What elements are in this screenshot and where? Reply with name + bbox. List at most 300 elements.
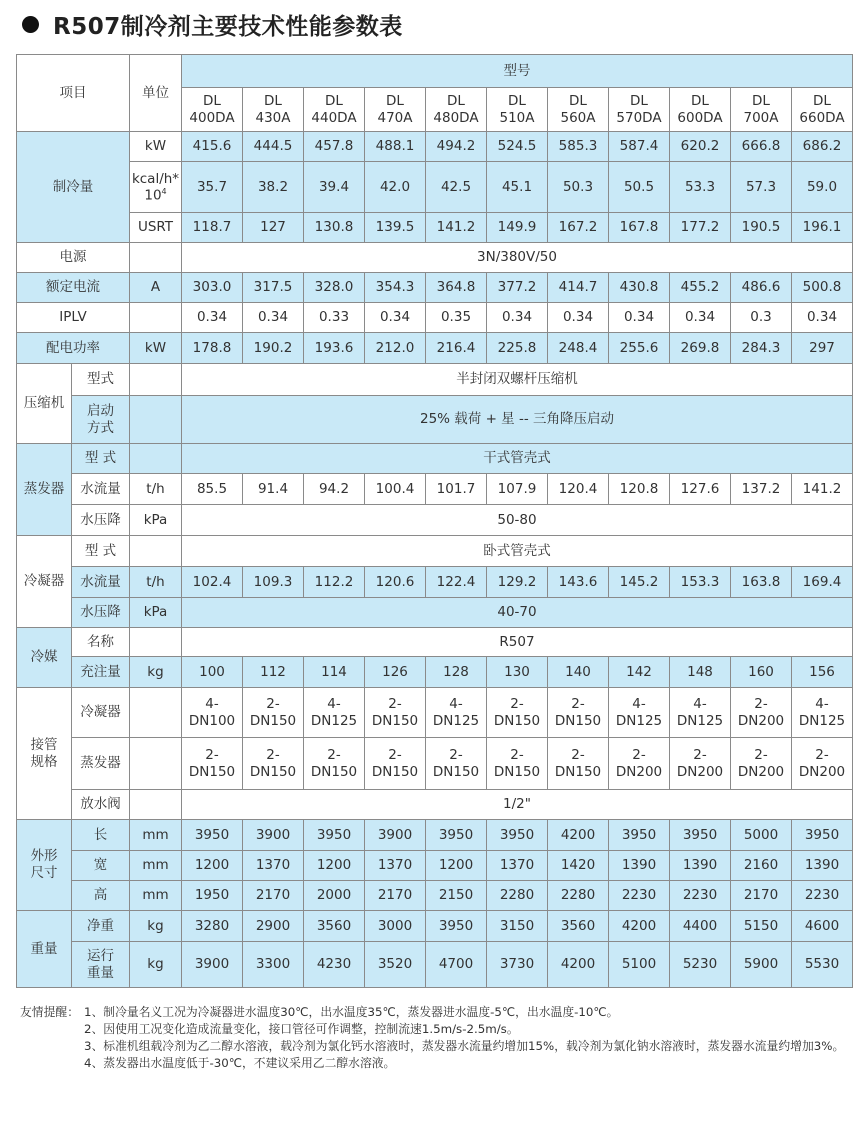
sub-label xyxy=(72,820,130,851)
cell-text: 177.2 xyxy=(680,219,720,236)
cell-text: 4600 xyxy=(804,917,840,934)
cell-text: DN125 xyxy=(676,712,724,729)
cell-text: 卧式管壳式 xyxy=(483,542,551,559)
value-cell xyxy=(609,474,670,505)
cell-text: 4200 xyxy=(560,956,596,973)
value-cell xyxy=(365,911,426,942)
cell-text: 4200 xyxy=(621,917,657,934)
pipe-spec xyxy=(609,688,670,738)
cell-text: 4230 xyxy=(316,956,352,973)
row-label xyxy=(17,303,130,333)
cell-text: 2170 xyxy=(377,887,413,904)
weight-net-row xyxy=(17,911,853,942)
value-cell xyxy=(304,942,365,988)
cell-text: 85.5 xyxy=(196,480,228,497)
row-label xyxy=(17,333,130,364)
cell-text: 101.7 xyxy=(436,480,476,497)
value-cell xyxy=(365,820,426,851)
cell-text: 457.8 xyxy=(314,138,354,155)
value-cell xyxy=(792,273,853,303)
value-cell xyxy=(426,132,487,162)
header-item xyxy=(17,55,130,132)
cell-text: 2280 xyxy=(499,887,535,904)
cell-text: 1/2" xyxy=(503,796,531,813)
cell-text: 0.34 xyxy=(379,309,411,326)
value-cell xyxy=(243,132,304,162)
value-cell xyxy=(426,162,487,213)
rated-current-row xyxy=(17,273,853,303)
pipe-spec xyxy=(731,688,792,738)
cell-text: 水压降 xyxy=(80,511,121,528)
cell-text: 2150 xyxy=(438,887,474,904)
cell-text: 4- xyxy=(632,695,646,712)
cell-text: DN200 xyxy=(615,763,663,780)
value-cell xyxy=(365,657,426,688)
note-text: 3、标准机组载冷剂为乙二醇水溶液，载冷剂为氯化钙水溶液时，蒸发器水流量约增加15%，载冷剂为氯化钠水溶液时，蒸发器水流量约增加3%。 xyxy=(84,1039,845,1053)
cell-text: 3950 xyxy=(804,826,840,843)
unit-cell xyxy=(130,273,182,303)
value-cell xyxy=(304,881,365,911)
unit-cell xyxy=(130,333,182,364)
cell-text: mm xyxy=(142,826,169,843)
cell-text: 686.2 xyxy=(802,138,842,155)
cell-text: 4- xyxy=(205,695,219,712)
value-cell xyxy=(731,162,792,213)
sub-label xyxy=(72,505,130,536)
note-item xyxy=(20,1021,859,1038)
cell-text: 启动 xyxy=(87,402,114,419)
notes xyxy=(20,1004,859,1072)
cooling-row-kw xyxy=(17,132,853,162)
value-cell xyxy=(243,881,304,911)
cell-text: DN100 xyxy=(188,712,236,729)
value-cell xyxy=(731,213,792,243)
cell-text: DN200 xyxy=(676,763,724,780)
cell-text: R507 xyxy=(499,633,535,650)
cell-text: 3730 xyxy=(499,956,535,973)
value-cell xyxy=(670,881,731,911)
piping-condenser-row xyxy=(17,688,853,738)
value-cell xyxy=(304,213,365,243)
cell-text: USRT xyxy=(137,219,174,236)
pipe-spec xyxy=(304,738,365,790)
cell-text: DN125 xyxy=(310,712,358,729)
pipe-spec xyxy=(548,688,609,738)
cell-text: 3000 xyxy=(377,917,413,934)
sub-label xyxy=(72,567,130,598)
cell-text: 2230 xyxy=(621,887,657,904)
value-cell xyxy=(609,213,670,243)
model-name xyxy=(731,88,792,132)
value-cell xyxy=(487,881,548,911)
cell-text: 35.7 xyxy=(196,178,228,195)
value-cell xyxy=(792,474,853,505)
pipe-spec xyxy=(487,738,548,790)
sub-label xyxy=(72,396,130,444)
cell-text: 163.8 xyxy=(741,573,781,590)
unit-cell xyxy=(130,444,182,474)
value-cell xyxy=(182,881,243,911)
note-item xyxy=(20,1004,859,1021)
unit-sup: 4 xyxy=(161,186,167,196)
dimension-row xyxy=(17,851,853,881)
pipe-spec xyxy=(548,738,609,790)
value-cell xyxy=(731,942,792,988)
cell-text: 328.0 xyxy=(314,279,354,296)
cell-text: DL xyxy=(447,92,465,109)
cell-text: 型 式 xyxy=(84,450,117,467)
sub-label xyxy=(72,536,130,567)
value-cell xyxy=(426,303,487,333)
value-cell xyxy=(792,333,853,364)
cell-text: 3950 xyxy=(682,826,718,843)
sub-label xyxy=(72,474,130,505)
value-cell xyxy=(548,567,609,598)
cell-text: 重量 xyxy=(87,964,114,981)
cell-text: 3950 xyxy=(316,826,352,843)
cell-text: 303.0 xyxy=(192,279,232,296)
value-cell xyxy=(182,657,243,688)
value-cell xyxy=(304,911,365,942)
cell-text: 1200 xyxy=(316,857,352,874)
sub-label xyxy=(72,911,130,942)
value-cell xyxy=(731,911,792,942)
value-cell xyxy=(426,820,487,851)
value-cell xyxy=(365,213,426,243)
title-text: R507制冷剂主要技术性能参数表 xyxy=(53,13,403,40)
cell-text: 干式管壳式 xyxy=(483,450,551,467)
refrigerant-label xyxy=(17,628,72,688)
cell-text: 电源 xyxy=(59,249,87,266)
value-cell xyxy=(304,567,365,598)
cell-text: 486.6 xyxy=(741,279,781,296)
cell-text: 59.0 xyxy=(806,178,838,195)
unit-cell xyxy=(130,132,182,162)
cell-text: 2280 xyxy=(560,887,596,904)
cell-text: 名称 xyxy=(87,633,114,650)
sub-label xyxy=(72,628,130,657)
value-cell xyxy=(548,911,609,942)
pipe-spec xyxy=(609,738,670,790)
value-cell xyxy=(304,851,365,881)
cell-text: 100.4 xyxy=(375,480,415,497)
pipe-spec xyxy=(792,688,853,738)
value-cell xyxy=(304,132,365,162)
value-cell xyxy=(792,881,853,911)
evaporator-type-row xyxy=(17,444,853,474)
cell-text: 660DA xyxy=(799,109,845,126)
model-name xyxy=(426,88,487,132)
value-cell xyxy=(609,881,670,911)
value-cell xyxy=(487,657,548,688)
cell-text: 重量 xyxy=(30,940,58,957)
cell-text: 1370 xyxy=(499,857,535,874)
note-text: 4、蒸发器出水温度低于-30℃，不建议采用乙二醇水溶液。 xyxy=(84,1056,396,1070)
value-cell xyxy=(243,567,304,598)
sub-label xyxy=(72,942,130,988)
cell-text: 149.9 xyxy=(497,219,537,236)
span-value xyxy=(182,243,853,273)
cell-text: 216.4 xyxy=(436,339,476,356)
value-cell xyxy=(548,303,609,333)
cell-text: 5100 xyxy=(621,956,657,973)
cell-text: t/h xyxy=(146,573,165,590)
cell-text: DN150 xyxy=(493,712,541,729)
value-cell xyxy=(670,820,731,851)
value-cell xyxy=(182,474,243,505)
cell-text: 212.0 xyxy=(375,339,415,356)
cell-text: 600DA xyxy=(677,109,723,126)
value-cell xyxy=(182,132,243,162)
cell-text: 1370 xyxy=(255,857,291,874)
cell-text: 2- xyxy=(693,746,707,763)
cell-text: 167.2 xyxy=(558,219,598,236)
value-cell xyxy=(426,911,487,942)
cell-text: 112.2 xyxy=(314,573,354,590)
cell-text: 蒸发器 xyxy=(23,481,65,498)
span-value xyxy=(182,396,853,444)
value-cell xyxy=(365,333,426,364)
cell-text: mm xyxy=(142,857,169,874)
cell-text: DL xyxy=(386,92,404,109)
cell-text: 蒸发器 xyxy=(80,755,121,772)
spec-table xyxy=(16,54,853,988)
header-unit xyxy=(130,55,182,132)
value-cell xyxy=(426,942,487,988)
value-cell xyxy=(548,820,609,851)
value-cell xyxy=(792,162,853,213)
value-cell xyxy=(182,303,243,333)
cell-text: 114 xyxy=(321,663,347,680)
cell-text: 190.5 xyxy=(741,219,781,236)
cell-text: 4- xyxy=(327,695,341,712)
cell-text: 141.2 xyxy=(436,219,476,236)
value-cell xyxy=(731,303,792,333)
compressor-type-row xyxy=(17,364,853,396)
value-cell xyxy=(182,333,243,364)
value-cell xyxy=(426,657,487,688)
weight-run-row xyxy=(17,942,853,988)
value-cell xyxy=(243,820,304,851)
unit-cell xyxy=(130,790,182,820)
cell-text: 153.3 xyxy=(680,573,720,590)
value-cell xyxy=(731,820,792,851)
pipe-spec xyxy=(670,688,731,738)
cell-text: 1950 xyxy=(194,887,230,904)
dimension-row xyxy=(17,881,853,911)
cell-text: 接管 xyxy=(30,736,58,753)
cell-text: 42.5 xyxy=(440,178,472,195)
cell-text: 0.34 xyxy=(196,309,228,326)
pipe-spec xyxy=(304,688,365,738)
cell-text: 额定电流 xyxy=(46,279,100,296)
cell-text: 2- xyxy=(388,695,402,712)
cell-text: DN125 xyxy=(432,712,480,729)
cell-text: 620.2 xyxy=(680,138,720,155)
cell-text: 122.4 xyxy=(436,573,476,590)
cell-text: 2- xyxy=(815,746,829,763)
value-cell xyxy=(243,273,304,303)
cell-text: 运行 xyxy=(87,947,114,964)
cell-text: 50.3 xyxy=(562,178,594,195)
value-cell xyxy=(609,333,670,364)
unit-cell xyxy=(130,213,182,243)
cell-text: 外形 xyxy=(30,848,58,865)
cell-text: 1390 xyxy=(804,857,840,874)
pipe-spec xyxy=(426,738,487,790)
cell-text: 109.3 xyxy=(253,573,293,590)
unit-cell xyxy=(130,303,182,333)
value-cell xyxy=(243,911,304,942)
cell-text: 1420 xyxy=(560,857,596,874)
unit-cell xyxy=(130,536,182,567)
cell-text: 压缩机 xyxy=(23,395,65,412)
cell-text: 0.34 xyxy=(562,309,594,326)
value-cell xyxy=(365,162,426,213)
model-name xyxy=(304,88,365,132)
value-cell xyxy=(243,851,304,881)
cell-text: 3950 xyxy=(438,826,474,843)
cell-text: 480DA xyxy=(433,109,479,126)
piping-evaporator-row xyxy=(17,738,853,790)
cell-text: 129.2 xyxy=(497,573,537,590)
cell-text: 255.6 xyxy=(619,339,659,356)
value-cell xyxy=(304,273,365,303)
value-cell xyxy=(548,942,609,988)
value-cell xyxy=(365,132,426,162)
unit-cell xyxy=(130,243,182,273)
cell-text: 3300 xyxy=(255,956,291,973)
value-cell xyxy=(365,851,426,881)
model-name xyxy=(670,88,731,132)
cell-text: DN200 xyxy=(798,763,846,780)
cell-text: 3950 xyxy=(194,826,230,843)
cell-text: 0.34 xyxy=(806,309,838,326)
sub-label xyxy=(72,444,130,474)
cell-text: 2- xyxy=(754,746,768,763)
sub-label xyxy=(72,851,130,881)
cell-text: DN150 xyxy=(493,763,541,780)
cell-text: 560A xyxy=(560,109,596,126)
cell-text: 3280 xyxy=(194,917,230,934)
span-value xyxy=(182,364,853,396)
cell-text: 148 xyxy=(687,663,713,680)
unit-cell xyxy=(130,942,182,988)
value-cell xyxy=(792,851,853,881)
unit-cell xyxy=(130,688,182,738)
cell-text: 2230 xyxy=(804,887,840,904)
note-text: 1、制冷量名义工况为冷凝器进水温度30℃，出水温度35℃，蒸发器进水温度-5℃，出水温度-10℃。 xyxy=(84,1005,619,1019)
sub-label xyxy=(72,598,130,628)
value-cell xyxy=(487,942,548,988)
cell-text: 充注量 xyxy=(80,663,121,680)
cell-text: DL xyxy=(813,92,831,109)
cell-text: 2- xyxy=(754,695,768,712)
cell-text: 587.4 xyxy=(619,138,659,155)
cell-text: 制冷量 xyxy=(52,178,94,195)
value-cell xyxy=(609,132,670,162)
value-cell xyxy=(792,911,853,942)
cooling-label xyxy=(17,132,130,243)
cell-text: 500.8 xyxy=(802,279,842,296)
condenser-drop-row xyxy=(17,598,853,628)
cell-text: 400DA xyxy=(189,109,235,126)
value-cell xyxy=(426,567,487,598)
cell-text: 5230 xyxy=(682,956,718,973)
value-cell xyxy=(609,911,670,942)
value-cell xyxy=(670,213,731,243)
cell-text: 45.1 xyxy=(501,178,533,195)
cell-text: 141.2 xyxy=(802,480,842,497)
cell-text: kW xyxy=(144,138,167,155)
compressor-start-row xyxy=(17,396,853,444)
cell-text: DN150 xyxy=(249,763,297,780)
cell-text: 2230 xyxy=(682,887,718,904)
note-head: 友情提醒： xyxy=(20,1005,79,1019)
unit-cell xyxy=(130,162,182,213)
cell-text: 524.5 xyxy=(497,138,537,155)
cell-text: 水流量 xyxy=(80,480,121,497)
cell-text: 2- xyxy=(266,746,280,763)
cell-text: kW xyxy=(144,339,167,356)
cell-text: 145.2 xyxy=(619,573,659,590)
cell-text: DN150 xyxy=(432,763,480,780)
cell-text: 2- xyxy=(388,746,402,763)
cell-text: 40-70 xyxy=(497,604,537,621)
power-supply-row xyxy=(17,243,853,273)
value-cell xyxy=(548,132,609,162)
cell-text: 137.2 xyxy=(741,480,781,497)
cell-text: 5530 xyxy=(804,956,840,973)
cell-text: DN150 xyxy=(188,763,236,780)
span-value xyxy=(182,536,853,567)
cell-text: 冷凝器 xyxy=(80,704,121,721)
value-cell xyxy=(731,333,792,364)
cell-text: 120.4 xyxy=(558,480,598,497)
cell-text: 水压降 xyxy=(80,604,121,621)
cell-text: 167.8 xyxy=(619,219,659,236)
value-cell xyxy=(670,474,731,505)
unit-cell xyxy=(130,474,182,505)
note-item xyxy=(20,1038,859,1055)
model-name xyxy=(548,88,609,132)
value-cell xyxy=(243,942,304,988)
value-cell xyxy=(548,657,609,688)
value-cell xyxy=(426,213,487,243)
dimension-row xyxy=(17,820,853,851)
value-cell xyxy=(487,333,548,364)
pipe-spec xyxy=(731,738,792,790)
cell-text: DN150 xyxy=(554,763,602,780)
cell-text: 3950 xyxy=(438,917,474,934)
unit-cell xyxy=(130,881,182,911)
cell-text: 冷媒 xyxy=(30,649,58,666)
cell-text: 高 xyxy=(93,887,108,904)
cell-text: 50.5 xyxy=(623,178,655,195)
cell-text: 0.34 xyxy=(501,309,533,326)
cell-text: DN200 xyxy=(737,712,785,729)
note-item xyxy=(20,1055,859,1072)
value-cell xyxy=(182,942,243,988)
cell-text: 50-80 xyxy=(497,511,537,528)
cell-text: 尺寸 xyxy=(30,865,58,881)
cell-text: 488.1 xyxy=(375,138,415,155)
cell-text: 1390 xyxy=(621,857,657,874)
cell-text: 3520 xyxy=(377,956,413,973)
cell-text: 107.9 xyxy=(497,480,537,497)
cell-text: 5900 xyxy=(743,956,779,973)
model-name xyxy=(365,88,426,132)
